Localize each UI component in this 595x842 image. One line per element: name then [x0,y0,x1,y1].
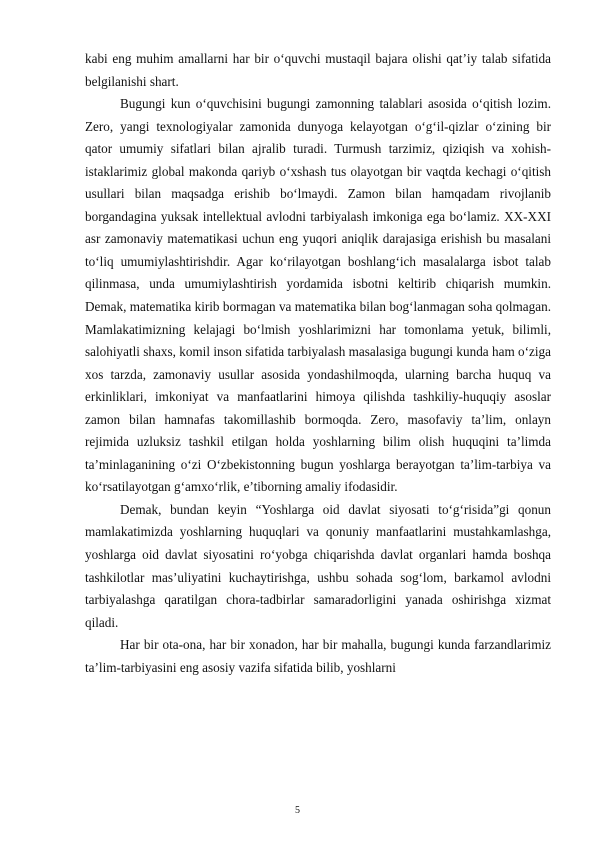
document-page [85,48,551,679]
page-number: 5 [295,805,300,816]
paragraph-teaching-methods: Bugungi kun o‘quvchisini bugungi zamonning talablari asosida o‘qitish lozim. Zero, yangi texnologiyalar zamonida dunyoga kelayotgan o‘g‘il-qizlar o‘zining bir qator umumiy sifatlari bilan ajralib turadi. Turmush tarzimiz, qiziqish va xohish-istaklarimiz global makonda qariyb o‘xshash tus olayotgan bir vaqtda kechagi o‘qitish usullari bilan maqsadga erishib bo‘lmaydi. Zamon bilan hamqadam rivojlanib borgandagina yuksak intellektual avlodni tarbiyalash imkoniga ega bo‘lamiz. XX-XXI asr zamonaviy matematikasi uchun eng yuqori aniqlik darajasiga erishish bu masalani to‘liq umumiylashtirishdir. Agar ko‘rilayotgan boshlang‘ich masalalarga isbot talab qilinmasa, unda umumiylashtirish yordamida isbotni keltirib chiqarish mumkin. Demak, matematika kirib bormagan va matematika bilan bog‘lanmagan soha qolmagan. Mamlakatimizning kelajagi bo‘lmish yoshlarimizni har tomonlama yetuk, bilimli, salohiyatli shaxs, komil inson sifatida tarbiyalash masalasiga bugungi kunda ham o‘ziga xos tarzda, zamonaviy usullar asosida yondashilmoqda, ularning barcha huquq va erkinliklari, imkoniyat va manfaatlarini himoya qilishda tashkiliy-huquqiy asoslar zamon bilan hamnafas takomillashib bormoqda. Zero, masofaviy ta’lim, onlayn rejimida uzluksiz tashkil etilgan holda yoshlarning bilim olish huquqini ta’limda ta’minlaganining o‘zi O‘zbekistonning bugun yoshlarga berayotgan ta’lim-tarbiya va ko‘rsatilayotgan g‘amxo‘rlik, e’tiborning amaliy ifodasidir. [85,96,551,495]
paragraph-parents: Har bir ota-ona, har bir xonadon, har bir mahalla, bugungi kunda farzandlarimiz ta’lim-tarbiyasini eng asosiy vazifa sifatida bilib, yoshlarni [85,637,551,675]
paragraph-youth-law: Demak, bundan keyin “Yoshlarga oid davlat siyosati to‘g‘risida”gi qonun mamlakatimizda yoshlarning huquqlari va qonuniy manfaatlarini mustahkamlashga, yoshlarga oid davlat siyosatini ro‘yobga chiqarishda davlat organlari hamda boshqa tashkilotlar mas’uliyatini kuchaytirishga, ushbu sohada sog‘lom, barkamol avlodni tarbiyalashga qaratilgan chora-tadbirlar samaradorligini yanada oshirishga xizmat qiladi. [85,501,551,630]
paragraph-continuation: kabi eng muhim amallarni har bir o‘quvchi mustaqil bajara olishi qat’iy talab sifatida belgilanishi shart. [85,51,551,89]
